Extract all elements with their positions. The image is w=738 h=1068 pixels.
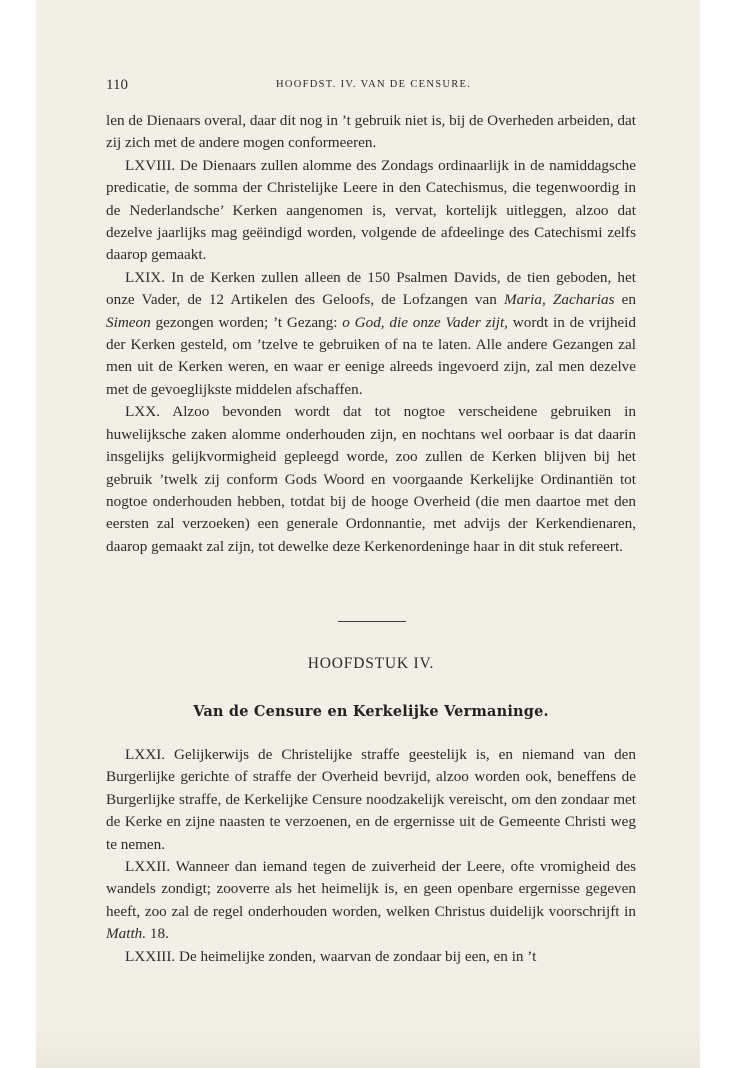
body-text-top xyxy=(106,110,636,558)
italic-simeon: Simeon xyxy=(106,313,151,331)
italic-hymn-title: o God, die onze Vader zijt, xyxy=(342,313,508,331)
section-divider xyxy=(338,621,406,622)
paragraph-lxxii xyxy=(106,856,636,946)
paragraph-lxxii-text-b: 18. xyxy=(146,925,169,943)
paragraph-lxix xyxy=(106,267,636,401)
paragraph-lxix-text-a: LXIX. In de Kerken zullen alleen de 150 Psalmen Davids, de tien geboden, het onze Vader, de 12 Artikelen des Geloofs, de Lofzangen van xyxy=(106,268,636,309)
paragraph-lxviii: LXVIII. De Dienaars zullen alomme des Zondags ordinaarlijk in de namiddagsche predicatie, de somma der Christelijke Leere in den Catechismus, die tegenwoordig in de Nederlandsche’ Kerken aangenomen is, vervat, kortelijk uitleggen, alzoo dat dezelve jaarlijks mag geëindigd worden, volgende de afdeelinge des Catechismi zelfs daarop gemaakt. xyxy=(106,156,636,264)
right-margin xyxy=(700,0,738,1068)
chapter-title: HOOFDSTUK IV. xyxy=(307,655,435,672)
page-bottom-shade xyxy=(36,1028,700,1068)
italic-maria: Maria, xyxy=(503,291,546,309)
paragraph-lxix-text-e: wordt in de vrijheid der Kerken gesteld, om ’tzelve te gebruiken of na te laten. Alle andere Gezangen zal men uit de Kerken weren, en waar er eenige alreeds ingevoerd zijn, zal men dezelve met de gevoeglijkste middelen afschaffen. xyxy=(106,313,636,398)
chapter-subtitle: Van de Censure en Kerkelijke Vermaninge. xyxy=(193,703,549,720)
paragraph-lxix-text-c: en xyxy=(614,291,637,309)
left-margin xyxy=(0,0,36,1068)
paragraph-lxxii-text-a: LXXII. Wanneer dan iemand tegen de zuiverheid der Leere, ofte vromigheid des wandels zondigt; zooverre als het heimelijk is, en geen openbare ergernisse gegeven heeft, zoo zal de regel onderhouden worden, welken Christus duidelijk voorschrijft in xyxy=(106,858,636,920)
paragraph-lxxiii: LXXIII. De heimelijke zonden, waarvan de zondaar bij een, en in ’t xyxy=(125,947,537,965)
italic-zacharias: Zacharias xyxy=(552,291,615,309)
page-header xyxy=(106,77,636,97)
running-head: HOOFDST. IV. VAN DE CENSURE. xyxy=(276,79,472,90)
paragraph-lxx: LXX. Alzoo bevonden wordt dat tot nogtoe verscheidene gebruiken in huwelijksche zaken alomme onderhouden zijn, en nochtans wel oorbaar is dat daarin insgelijks gelijkvormigheid gepleegd worde, zoo zullen de Kerken blijven bij het gebruik ’twelk zij conform Gods Woord en voorgaande Kerkelijke Ordinantiën tot nogtoe onderhouden hebben, totdat bij de hooge Overheid (die men daartoe met den eersten zal verzoeken) een generale Ordonnantie, met advijs der Kerkendienaren, daarop gemaakt zal zijn, tot dewelke deze Kerkenordeninge haar in dit stuk refereert. xyxy=(106,403,636,555)
paragraph-lxix-space xyxy=(546,291,553,308)
italic-matth: Matth. xyxy=(106,925,147,943)
paragraph-lxxi: LXXI. Gelijkerwijs de Christelijke straffe geestelijk is, en niemand van den Burgerlijke gerichte of straffe der Overheid bevrijd, alzoo worden ook, beneffens de Burgerlijke straffe, de Kerkelijke Censure noodzakelijk vereischt, om den zondaar met de Kerke en zijne naasten te verzoenen, en de ergernisse uit de Gemeente Christi weg te nemen. xyxy=(106,746,636,853)
body-text-bottom xyxy=(106,744,636,968)
page-number: 110 xyxy=(106,77,128,93)
paragraph-lxix-text-d: gezongen worden; ’t Gezang: xyxy=(150,313,343,331)
paragraph-continuation: len de Dienaars overal, daar dit nog in ’t gebruik niet is, bij de Overheden arbeiden, dat zij zich met de andere mogen conformeeren. xyxy=(106,112,636,152)
